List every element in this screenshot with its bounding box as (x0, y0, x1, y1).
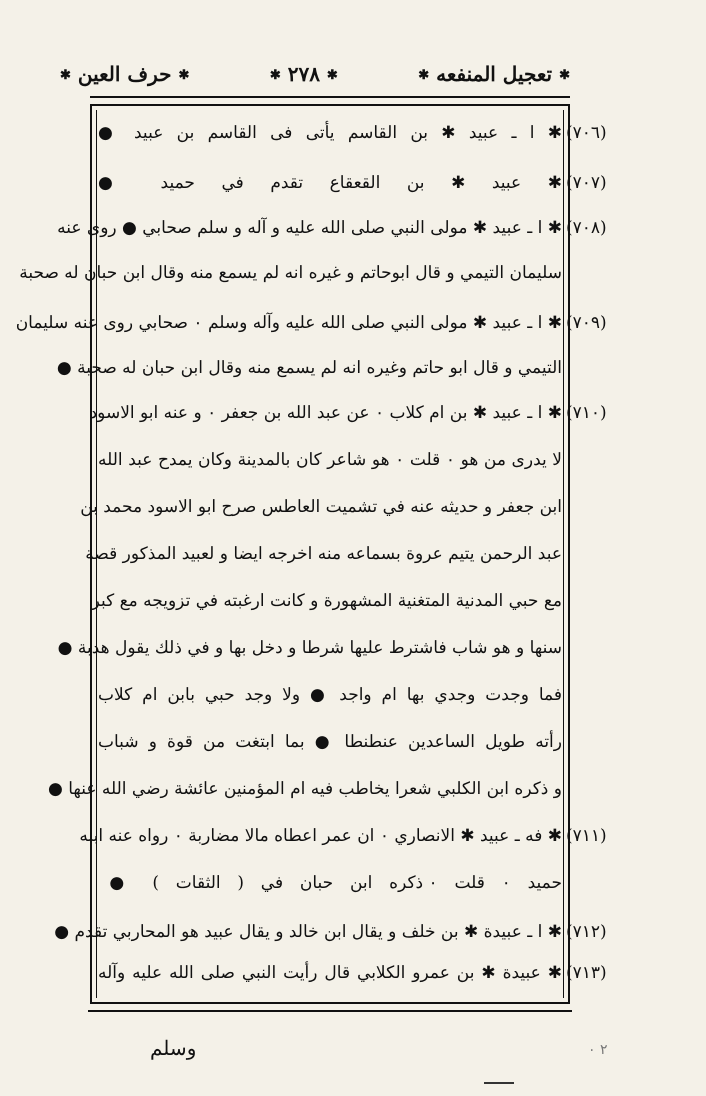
entry-710-verse-2: رأته طويل الساعدين عنطنطا ● بما ابتغت من قوة و شباب (98, 732, 562, 752)
book-title: ✱ تعجيل المنفعه ✱ (418, 62, 570, 86)
bottom-stroke (484, 1082, 514, 1084)
entry-710-line-6: سنها و هو شاب فاشترط عليها شرطا و دخل بها و في ذلك يقول هدبة ● (57, 638, 562, 658)
entry-710-line-5: مع حبي المدنية المتغنية المشهورة و كانت ارغبته في تزويجه مع كبر (91, 591, 562, 611)
entry-number-713: (٧١٣) (566, 963, 607, 983)
entry-710-line-3: ابن جعفر و حديثه عنه في تشميت العاطس صرح ابو الاسود محمد بن (80, 497, 562, 517)
corner-mark: ٢ ٠ (588, 1042, 608, 1058)
entry-number-707: (٧٠٧) (566, 173, 607, 193)
ornament-icon: ✱ (60, 68, 71, 83)
header-rule (90, 96, 570, 98)
entry-712-line-1: ✱ ا ـ عبيدة ✱ بن خلف و يقال ابن خالد و يقال عبيد هو المحاربي تقدم ● (54, 922, 562, 942)
entry-709-line-1: ✱ ا ـ عبيد ✱ مولى النبي صلى الله عليه وآله وسلم ٠ صحابي روى عنه سليمان (15, 313, 562, 333)
entry-710-line-1: ✱ ا ـ عبيد ✱ بن ام كلاب ٠ عن عبد الله بن جعفر ٠ و عنه ابو الاسود (89, 403, 562, 423)
entry-706-line-1: ✱ ا ـ عبيد ✱ بن القاسم يأتى فى القاسم بن عبيد ● (98, 123, 562, 143)
entry-708-line-2: سليمان التيمي و قال ابوحاتم و غيره انه لم يسمع منه وقال ابن حبان له صحبة (19, 263, 562, 283)
ornament-icon: ✱ (418, 68, 430, 83)
ornament-icon: ✱ (269, 68, 281, 83)
entry-710-line-9: و ذكره ابن الكلبي شعرا يخاطب فيه ام المؤمنين عائشة رضي الله عنها ● (47, 779, 562, 799)
ornament-icon: ✱ (178, 68, 190, 83)
entry-711-line-1: ✱ فه ـ عبيد ✱ الانصاري ٠ ان عمر اعطاه مالا مضاربة ٠ رواه عنه ابنه (79, 826, 562, 846)
entry-number-709: (٧٠٩) (566, 313, 607, 333)
entry-710-verse-1: فما وجدت وجدي بها ام واجد ● ولا وجد حبي بابن ام كلاب (98, 685, 562, 705)
entry-number-708: (٧٠٨) (566, 218, 607, 238)
entry-number-706: (٧٠٦) (566, 123, 607, 143)
entry-707-line-1: ✱ عبيد ✱ بن القعقاع تقدم في حميد ● (98, 173, 562, 193)
entry-711-line-2: حميد ٠ قلت ٠ ذكره ابن حبان في ( الثقات ) ● (98, 873, 562, 893)
catchword: وسلم (150, 1036, 197, 1060)
entry-708-line-1: ✱ ا ـ عبيد ✱ مولى النبي صلى الله عليه و آله و سلم صحابي ● روى عنه (57, 218, 562, 238)
entry-number-710: (٧١٠) (566, 403, 607, 423)
entry-number-712: (٧١٢) (566, 922, 607, 942)
ornament-icon: ✱ (559, 68, 570, 83)
entry-number-711: (٧١١) (566, 826, 607, 846)
section-title: ✱ حرف العين ✱ (60, 62, 190, 86)
footer-rule (88, 1010, 572, 1012)
entry-710-line-2: لا يدرى من هو ٠ قلت ٠ هو شاعر كان بالمدينة وكان يمدح عبد الله (98, 450, 562, 470)
page-number: ✱ ٢٧٨ ✱ (269, 62, 338, 86)
entry-713-line-1: ✱ عبيدة ✱ بن عمرو الكلابي قال رأيت النبي صلى الله عليه وآله (98, 963, 562, 983)
page-header (60, 56, 570, 92)
ornament-icon: ✱ (326, 68, 338, 83)
entry-709-line-2: التيمي و قال ابو حاتم وغيره انه لم يسمع منه وقال ابن حبان له صحبة ● (56, 358, 562, 378)
entry-710-line-4: عبد الرحمن يتيم عروة بسماعه منه اخرجه ايضا و لعبيد المذكور قصة (85, 544, 562, 564)
